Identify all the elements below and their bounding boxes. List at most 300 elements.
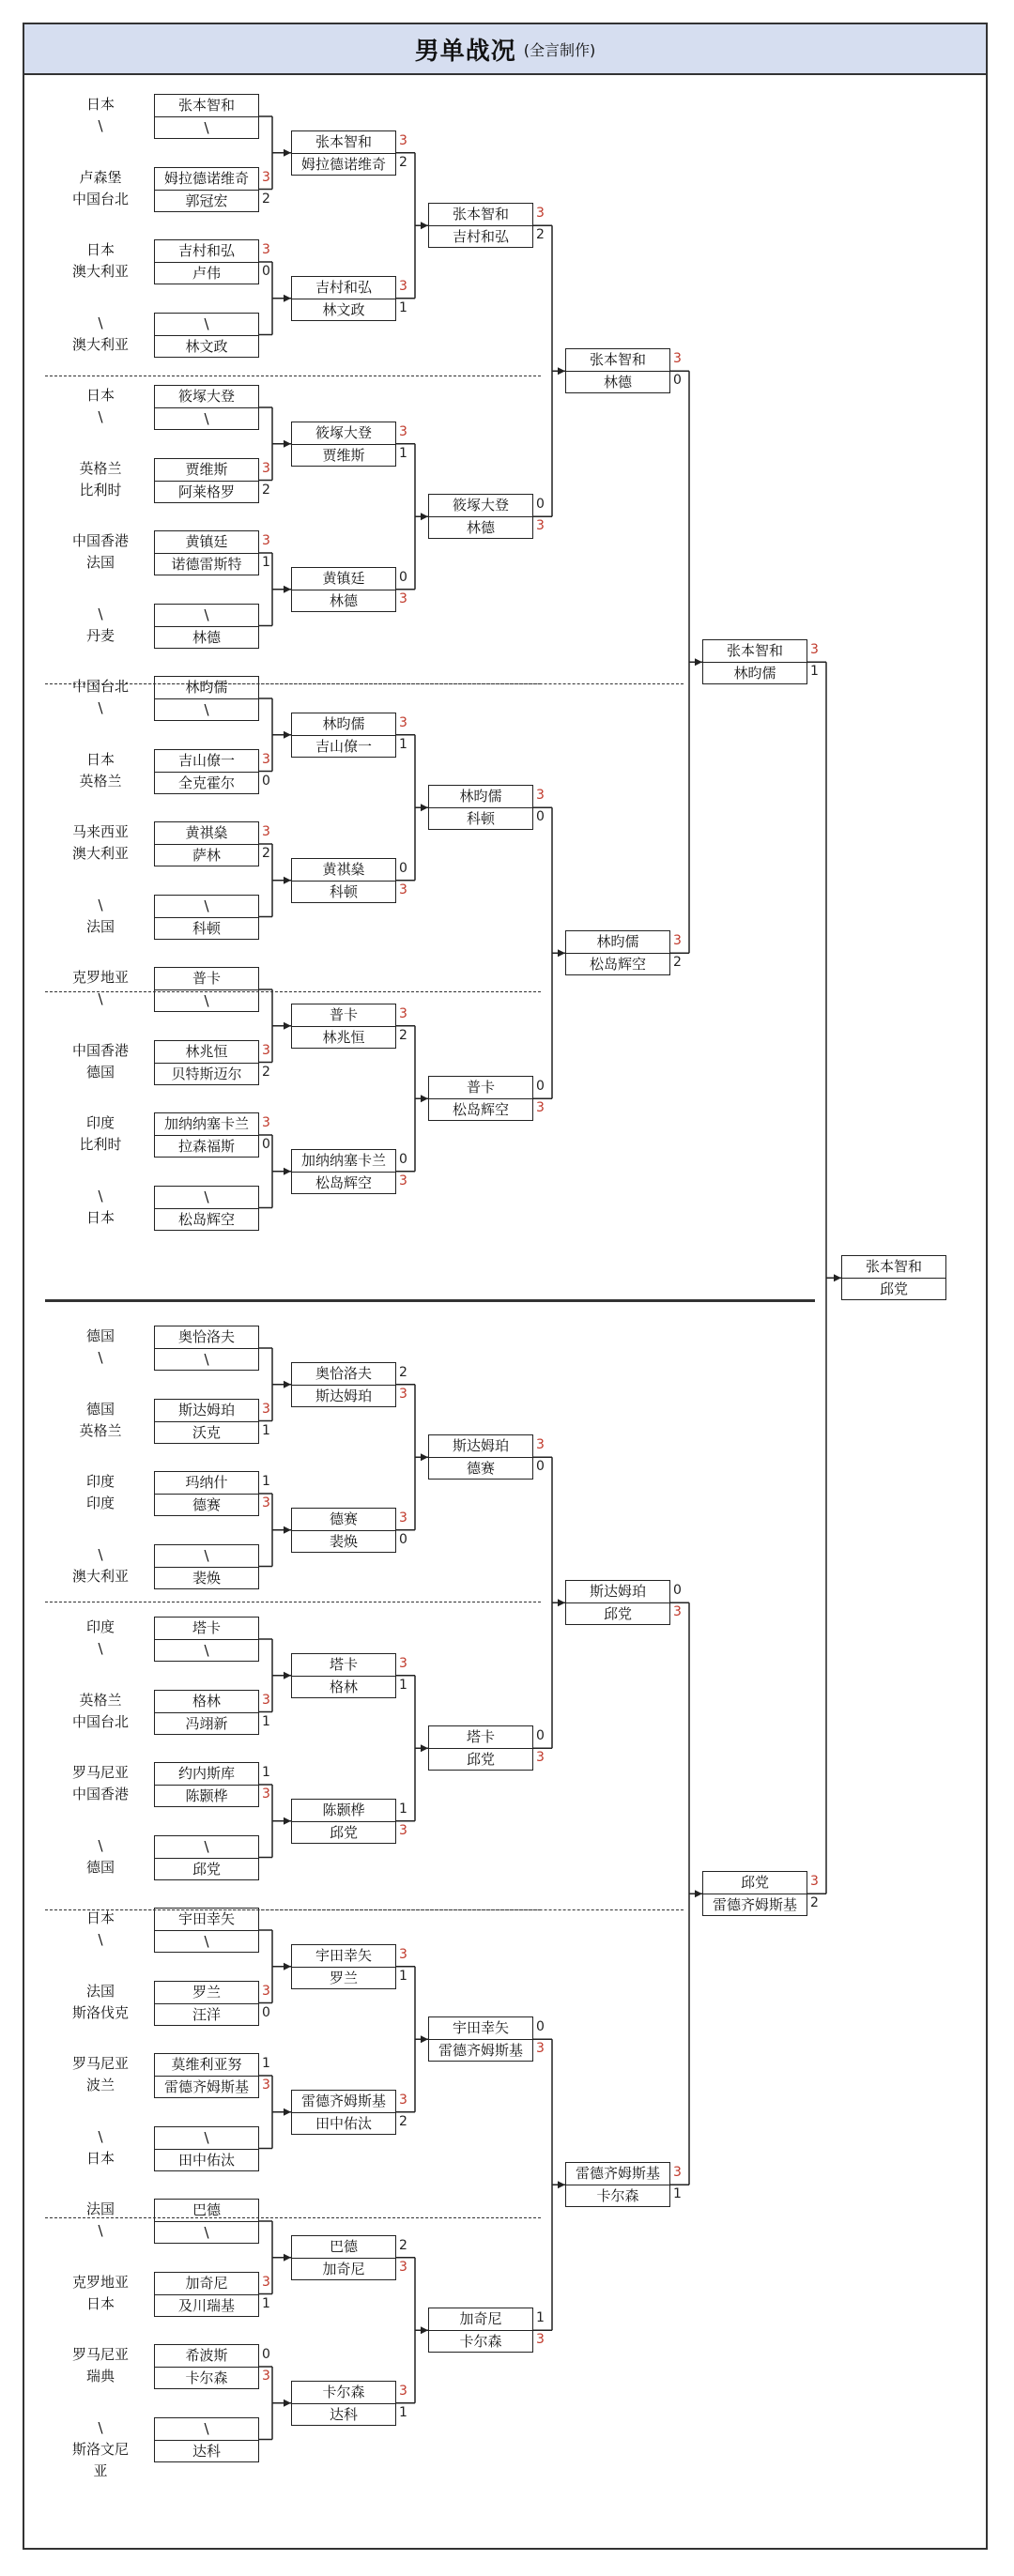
match-box	[154, 1471, 259, 1516]
player-name: 奥恰洛夫	[155, 1326, 258, 1349]
player-name: 玛纳什	[155, 1472, 258, 1495]
player-score: 3	[536, 2332, 545, 2348]
match-box	[291, 567, 396, 612]
player-name: 林兆恒	[155, 1041, 258, 1064]
bracket-arrow	[695, 1890, 702, 1897]
player-name: 普卡	[292, 1004, 395, 1027]
player-score: 3	[262, 1983, 270, 1999]
player-name: 林昀儒	[155, 677, 258, 699]
match-box	[154, 239, 259, 284]
player-name: 邱党	[192, 1860, 221, 1878]
player-score: 2	[399, 1364, 407, 1380]
match-box	[154, 2199, 259, 2244]
player-score: 3	[399, 1386, 407, 1402]
player-score: 2	[262, 482, 270, 498]
player-score: 3	[262, 1495, 270, 1510]
match-box	[154, 167, 259, 212]
player-score: 1	[262, 555, 270, 570]
player-name: 邱党	[329, 1823, 358, 1841]
player-score: 0	[673, 1583, 682, 1599]
match-box	[565, 1580, 670, 1625]
player-country: 日本	[85, 241, 115, 258]
player-name: 莫维利亚努	[155, 2054, 258, 2077]
player-name: 巴德	[292, 2236, 395, 2259]
bracket-arrow	[421, 1744, 428, 1752]
player-score: 3	[262, 824, 270, 839]
player-country: 德国	[85, 1400, 115, 1418]
player-country: 比利时	[79, 481, 122, 498]
player-name: 科顿	[192, 919, 221, 937]
player-name: 黄祺燊	[155, 822, 258, 845]
player-name: 林昀儒	[566, 931, 669, 954]
player-name: 吉村和弘	[155, 240, 258, 263]
player-name: 筱塚大登	[155, 386, 258, 408]
player-name: 裴焕	[192, 1569, 221, 1587]
player-name: 普卡	[155, 968, 258, 990]
match-box	[154, 1399, 259, 1444]
player-country: \	[98, 1640, 103, 1657]
player-country: 中国香港	[71, 532, 129, 549]
player-country: \	[98, 408, 103, 425]
match-box	[154, 1040, 259, 1085]
player-score: 1	[399, 1968, 407, 1984]
match-box	[154, 94, 259, 139]
player-name: 田中佑汰	[315, 2114, 372, 2132]
player-name: \	[204, 410, 209, 427]
bracket-arrow	[284, 731, 291, 739]
player-name: 斯达姆珀	[155, 1400, 258, 1422]
player-score: 3	[262, 1692, 270, 1708]
player-country: 印度	[85, 1618, 115, 1635]
match-box	[154, 1544, 259, 1589]
player-score: 3	[536, 788, 545, 804]
player-country: 日本	[85, 387, 115, 404]
player-score: 0	[536, 1079, 545, 1095]
match-box	[154, 1186, 259, 1231]
player-name: 达科	[329, 2405, 358, 2423]
player-name: 全克霍尔	[177, 774, 235, 791]
player-name: 张本智和	[155, 95, 258, 117]
player-name: 斯达姆珀	[429, 1435, 532, 1458]
bracket-arrow	[421, 1453, 428, 1461]
player-score: 3	[262, 1401, 270, 1417]
player-score: 1	[262, 1422, 270, 1438]
match-box	[154, 895, 259, 940]
player-score: 2	[262, 846, 270, 861]
player-name: 罗兰	[329, 1969, 358, 1986]
section-divider	[45, 1909, 684, 1910]
player-name: 及川瑞基	[177, 2296, 235, 2314]
player-score: 3	[399, 714, 407, 730]
player-name: 德赛	[192, 1496, 221, 1513]
section-divider	[45, 2217, 541, 2218]
player-name: \	[155, 1836, 258, 1859]
player-name: 格林	[329, 1678, 358, 1695]
player-name: 雷德齐姆斯基	[566, 2163, 669, 2185]
player-score: 3	[399, 590, 407, 606]
player-country: 澳大利亚	[71, 263, 129, 280]
player-name: 萨林	[192, 847, 221, 864]
match-box	[565, 2162, 670, 2207]
player-country: \	[98, 2418, 103, 2436]
player-name: 田中佑汰	[177, 2151, 235, 2169]
player-score: 0	[399, 1151, 407, 1167]
player-country: 日本	[85, 1909, 115, 1926]
player-country: \	[98, 699, 103, 716]
player-score: 0	[536, 497, 545, 513]
player-name: 冯翊新	[185, 1714, 228, 1732]
player-name: 阿莱格罗	[177, 483, 235, 500]
player-score: 3	[673, 351, 682, 367]
player-country: \	[98, 2222, 103, 2239]
player-name: 筱塚大登	[292, 422, 395, 445]
match-box	[154, 749, 259, 794]
player-name: 松岛辉空	[452, 1101, 509, 1119]
player-score: 1	[262, 1713, 270, 1729]
bracket-arrow	[558, 367, 565, 375]
match-box	[428, 1725, 533, 1771]
player-score: 3	[399, 1173, 407, 1188]
player-country: 法国	[85, 1982, 115, 2000]
player-score: 0	[536, 809, 545, 825]
player-country: \	[98, 896, 103, 913]
page-subtitle: (全言制作)	[523, 40, 596, 59]
player-country: 印度	[85, 1473, 115, 1490]
page-title: 男单战况	[414, 37, 516, 66]
match-box	[428, 203, 533, 248]
player-country: 中国台北	[71, 190, 129, 207]
match-box	[291, 1362, 396, 1407]
bracket-arrow	[284, 1963, 291, 1970]
player-score: 3	[399, 1510, 407, 1526]
player-country: 澳大利亚	[71, 1567, 129, 1585]
player-name: 达科	[192, 2442, 221, 2460]
match-box	[154, 2272, 259, 2317]
player-score: 3	[673, 1604, 682, 1620]
player-name: 斯达姆珀	[315, 1387, 372, 1404]
player-score: 3	[262, 460, 270, 476]
player-score: 2	[262, 1064, 270, 1080]
match-box	[291, 422, 396, 467]
player-name: 塔卡	[292, 1654, 395, 1677]
section-divider	[45, 991, 541, 992]
bracket-arrow	[284, 440, 291, 448]
player-country: 德国	[85, 1858, 115, 1876]
match-box	[702, 639, 807, 684]
player-name: \	[204, 119, 209, 136]
match-box	[154, 1762, 259, 1807]
bracket-arrow	[834, 1274, 841, 1281]
player-country: 斯洛文尼亚	[71, 2440, 129, 2479]
bracket-arrow	[284, 1672, 291, 1679]
player-score: 3	[673, 933, 682, 949]
player-score: 1	[262, 2295, 270, 2311]
player-name: 贝特斯迈尔	[171, 1065, 242, 1082]
player-name: 邱党	[703, 1872, 807, 1894]
player-country: 斯洛伐克	[71, 2003, 129, 2021]
player-name: 邱党	[603, 1605, 632, 1623]
section-divider	[45, 683, 684, 684]
player-name: 塔卡	[429, 1726, 532, 1749]
match-box	[428, 2016, 533, 2062]
player-name: 奥恰洛夫	[292, 1363, 395, 1386]
player-country: 罗马尼亚	[71, 2346, 129, 2363]
player-name: \	[155, 605, 258, 627]
match-box	[291, 1508, 396, 1553]
player-name: 宇田幸矢	[155, 1909, 258, 1931]
player-name: 张本智和	[566, 349, 669, 372]
bracket-arrow	[558, 2181, 565, 2188]
player-score: 0	[262, 2347, 270, 2362]
player-score: 3	[399, 882, 407, 897]
bracket-arrow	[284, 1381, 291, 1388]
player-country: 澳大利亚	[71, 335, 129, 353]
player-score: 1	[399, 445, 407, 461]
match-box	[291, 713, 396, 758]
player-country: 英格兰	[79, 772, 122, 790]
player-name: 张本智和	[292, 131, 395, 154]
player-name: \	[155, 1545, 258, 1568]
player-score: 2	[810, 1895, 819, 1911]
match-box	[428, 785, 533, 830]
player-name: 罗兰	[155, 1982, 258, 2004]
match-box	[841, 1255, 946, 1300]
bracket-arrow	[284, 295, 291, 302]
match-box	[291, 130, 396, 176]
player-name: 林昀儒	[429, 786, 532, 808]
player-name: 林文政	[185, 337, 228, 355]
player-name: 卡尔森	[459, 2333, 502, 2351]
bracket-arrow	[421, 513, 428, 520]
match-box	[702, 1871, 807, 1916]
player-name: 约内斯库	[155, 1763, 258, 1786]
player-score: 2	[399, 1027, 407, 1043]
player-score: 2	[673, 955, 682, 971]
player-name: 张本智和	[842, 1256, 945, 1279]
player-country: 波兰	[85, 2077, 115, 2093]
match-box	[154, 313, 259, 358]
player-name: 普卡	[429, 1077, 532, 1099]
match-box	[291, 2381, 396, 2426]
player-score: 3	[536, 2041, 545, 2057]
player-name: 卡尔森	[185, 2369, 228, 2386]
player-country: 罗马尼亚	[71, 1764, 129, 1781]
bracket-arrow	[284, 1817, 291, 1825]
match-box	[154, 458, 259, 503]
player-score: 0	[262, 773, 270, 789]
player-name: 雷德齐姆斯基	[712, 1896, 797, 1914]
player-country: 日本	[85, 1208, 115, 1226]
bracket-arrow	[421, 804, 428, 811]
player-score: 3	[536, 518, 545, 534]
player-name: 黄镇廷	[155, 531, 258, 554]
player-score: 3	[399, 278, 407, 294]
player-name: 科顿	[329, 882, 358, 900]
player-score: 3	[262, 1042, 270, 1058]
match-box	[154, 1835, 259, 1880]
player-score: 1	[399, 2404, 407, 2420]
player-country: \	[98, 605, 103, 622]
match-box	[291, 1149, 396, 1194]
match-box	[154, 1112, 259, 1158]
player-score: 0	[399, 569, 407, 585]
player-name: 吉村和弘	[452, 228, 509, 246]
player-name: 加纳纳塞卡兰	[292, 1150, 395, 1173]
player-score: 3	[536, 206, 545, 222]
player-score: 0	[399, 860, 407, 876]
player-name: 张本智和	[429, 204, 532, 226]
match-box	[291, 858, 396, 903]
player-name: \	[204, 992, 209, 1009]
player-name: 吉山僚一	[155, 750, 258, 773]
player-score: 3	[399, 1005, 407, 1021]
player-country: 日本	[85, 2294, 115, 2312]
player-name: 巴德	[155, 2200, 258, 2222]
player-score: 1	[399, 736, 407, 752]
match-box	[291, 2090, 396, 2135]
player-name: 塔卡	[155, 1618, 258, 1640]
player-name: 黄祺燊	[292, 859, 395, 882]
player-score: 2	[262, 191, 270, 207]
player-score: 3	[262, 169, 270, 185]
player-name: 德赛	[292, 1509, 395, 1531]
player-name: 雷德齐姆斯基	[163, 2078, 249, 2095]
player-score: 1	[536, 2310, 545, 2326]
player-name: 加奇尼	[322, 2260, 365, 2277]
player-country: 卢森堡	[79, 168, 122, 186]
player-country: \	[98, 314, 103, 331]
player-name: \	[204, 1933, 209, 1950]
bracket-arrow	[421, 222, 428, 229]
player-name: 姆拉德诺维奇	[300, 155, 386, 173]
match-box	[565, 930, 670, 975]
match-box	[154, 604, 259, 649]
match-box	[154, 385, 259, 430]
player-score: 3	[399, 423, 407, 439]
player-country: 法国	[85, 917, 115, 935]
player-score: 3	[399, 2383, 407, 2399]
bracket-arrow	[284, 1526, 291, 1534]
bracket-arrow	[284, 2108, 291, 2116]
player-score: 3	[262, 1115, 270, 1130]
player-country: 法国	[85, 554, 115, 571]
player-name: 雷德齐姆斯基	[438, 2042, 523, 2060]
player-name: 科顿	[466, 810, 495, 828]
player-country: \	[98, 990, 103, 1007]
bracket-arrow	[284, 2254, 291, 2262]
player-name: 宇田幸矢	[429, 2017, 532, 2040]
bracket-arrow	[421, 1095, 428, 1102]
player-score: 0	[673, 373, 682, 389]
match-box	[428, 494, 533, 539]
player-name: 卢伟	[192, 265, 221, 282]
player-score: 3	[262, 751, 270, 767]
player-score: 3	[262, 242, 270, 257]
player-name: 加纳纳塞卡兰	[155, 1113, 258, 1136]
player-country: \	[98, 2127, 103, 2145]
player-name: 林昀儒	[292, 713, 395, 736]
player-country: 印度	[85, 1495, 115, 1511]
player-country: 印度	[85, 1114, 115, 1131]
match-box	[154, 967, 259, 1012]
player-country: 中国香港	[71, 1041, 129, 1059]
player-name: 黄镇廷	[292, 568, 395, 590]
player-name: 张本智和	[703, 640, 807, 663]
player-name: 格林	[155, 1691, 258, 1713]
player-country: 德国	[85, 1327, 115, 1344]
player-country: \	[98, 1545, 103, 1563]
player-score: 2	[399, 2113, 407, 2129]
match-box	[291, 1653, 396, 1698]
player-score: 2	[399, 2237, 407, 2253]
player-name: 加奇尼	[429, 2308, 532, 2331]
player-score: 3	[399, 1655, 407, 1671]
match-box	[154, 2126, 259, 2171]
match-box	[565, 348, 670, 393]
player-name: 诺德雷斯特	[171, 556, 242, 573]
player-score: 0	[262, 1137, 270, 1152]
bracket-arrow	[695, 658, 702, 666]
player-name: \	[155, 896, 258, 918]
player-country: 英格兰	[79, 1421, 122, 1439]
player-country: 英格兰	[79, 459, 122, 477]
bracket-arrow	[558, 949, 565, 957]
player-name: 裴焕	[329, 1532, 358, 1550]
player-name: 松岛辉空	[177, 1210, 235, 1228]
player-score: 0	[399, 1531, 407, 1547]
player-name: 希波斯	[155, 2345, 258, 2368]
match-box	[154, 821, 259, 866]
player-score: 0	[536, 2019, 545, 2035]
bracket-arrow	[284, 586, 291, 593]
player-country: 克罗地亚	[71, 2273, 129, 2291]
player-name: \	[204, 2224, 209, 2241]
player-name: 松岛辉空	[315, 1173, 372, 1191]
half-divider	[45, 1299, 815, 1302]
player-score: 3	[262, 533, 270, 548]
player-country: \	[98, 117, 103, 134]
player-name: 林文政	[322, 300, 365, 318]
player-score: 0	[536, 1459, 545, 1475]
player-country: 中国香港	[71, 1786, 129, 1802]
player-score: 1	[399, 299, 407, 315]
bracket-arrow	[421, 2326, 428, 2334]
player-name: 陈颢桦	[292, 1800, 395, 1822]
player-name: 贾维斯	[155, 459, 258, 482]
player-name: 林德	[329, 591, 358, 609]
player-name: 陈颢桦	[185, 1787, 228, 1804]
player-score: 3	[399, 2259, 407, 2275]
player-name: 沃克	[192, 1423, 221, 1441]
player-country: 德国	[85, 1063, 115, 1081]
player-name: 邱党	[466, 1751, 495, 1769]
player-name: 斯达姆珀	[566, 1581, 669, 1603]
player-country: \	[98, 1931, 103, 1948]
player-score: 0	[536, 1728, 545, 1744]
player-country: 中国台北	[71, 678, 129, 695]
player-score: 1	[810, 664, 819, 680]
player-name: \	[204, 701, 209, 718]
player-name: 林昀儒	[733, 665, 776, 682]
player-score: 0	[262, 2004, 270, 2020]
match-box	[428, 1434, 533, 1480]
player-score: 1	[262, 1765, 270, 1780]
player-score: 3	[262, 2274, 270, 2290]
match-box	[154, 1981, 259, 2026]
player-score: 3	[536, 1750, 545, 1766]
match-box	[291, 1004, 396, 1049]
bracket-arrow	[421, 2035, 428, 2043]
